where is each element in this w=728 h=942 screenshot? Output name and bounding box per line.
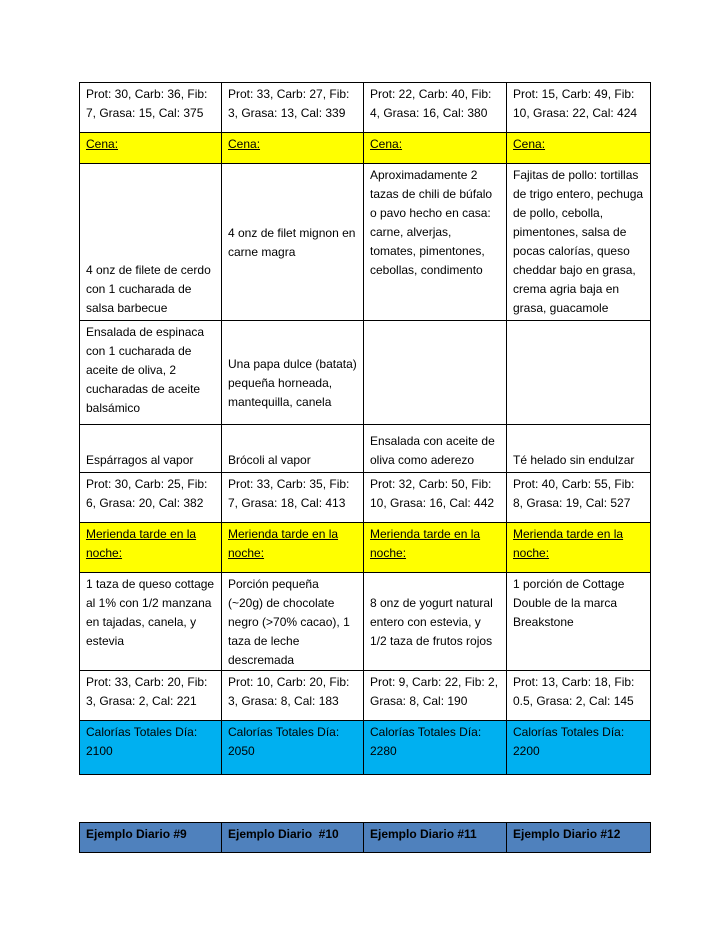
- merienda-label: Merienda tarde en la noche:: [507, 523, 651, 573]
- total-calories: Calorías Totales Día: 2100: [80, 721, 222, 775]
- example-header: Ejemplo Diario #10: [222, 823, 364, 853]
- total-calories: Calorías Totales Día: 2280: [364, 721, 507, 775]
- cena-main-dish: Fajitas de pollo: tortillas de trigo entero, pechuga de pollo, cebolla, pimentones, salsa de pocas calorías, queso cheddar bajo en grasa, crema agria baja en grasa, guacamole: [507, 164, 651, 321]
- total-calories: Calorías Totales Día: 2200: [507, 721, 651, 775]
- cena-main-dish: Aproximadamente 2 tazas de chili de búfalo o pavo hecho en casa: carne, alverjas, tomates, pimentones, cebollas, condimento: [364, 164, 507, 321]
- nutrition-cell: Prot: 15, Carb: 49, Fib: 10, Grasa: 22, Cal: 424: [507, 83, 651, 133]
- merienda-label: Merienda tarde en la noche:: [80, 523, 222, 573]
- nutrition-cell: Prot: 9, Carb: 22, Fib: 2, Grasa: 8, Cal: 190: [364, 671, 507, 721]
- merienda-item: Porción pequeña (~20g) de chocolate negro (>70% cacao), 1 taza de leche descremada: [222, 573, 364, 671]
- total-calories: Calorías Totales Día: 2050: [222, 721, 364, 775]
- cena-side-dish: Espárragos al vapor: [80, 425, 222, 473]
- nutrition-cell: Prot: 30, Carb: 25, Fib: 6, Grasa: 20, Cal: 382: [80, 473, 222, 523]
- nutrition-cell: Prot: 33, Carb: 35, Fib: 7, Grasa: 18, Cal: 413: [222, 473, 364, 523]
- cena-side-dish: Ensalada de espinaca con 1 cucharada de aceite de oliva, 2 cucharadas de aceite balsámico: [80, 321, 222, 425]
- cena-main-dish: 4 onz de filet mignon en carne magra: [222, 164, 364, 321]
- cena-label: Cena:: [507, 133, 651, 164]
- nutrition-cell: Prot: 40, Carb: 55, Fib: 8, Grasa: 19, Cal: 527: [507, 473, 651, 523]
- cena-label: Cena:: [80, 133, 222, 164]
- next-examples-table: [79, 822, 651, 853]
- merienda-item: 1 porción de Cottage Double de la marca Breakstone: [507, 573, 651, 671]
- merienda-item: 8 onz de yogurt natural entero con estevia, y 1/2 taza de frutos rojos: [364, 573, 507, 671]
- cena-side-dish: Brócoli al vapor: [222, 425, 364, 473]
- table-row-cena-label: [80, 133, 651, 164]
- merienda-label: Merienda tarde en la noche:: [364, 523, 507, 573]
- cena-side-dish: Té helado sin endulzar: [507, 425, 651, 473]
- nutrition-cell: Prot: 33, Carb: 27, Fib: 3, Grasa: 13, Cal: 339: [222, 83, 364, 133]
- table-row-cena-side-2: [80, 425, 651, 473]
- merienda-item: 1 taza de queso cottage al 1% con 1/2 manzana en tajadas, canela, y estevia: [80, 573, 222, 671]
- table-row-totals: [80, 721, 651, 775]
- nutrition-cell: Prot: 32, Carb: 50, Fib: 10, Grasa: 16, Cal: 442: [364, 473, 507, 523]
- table-row-nutrition-top: [80, 83, 651, 133]
- table-header-row: [80, 823, 651, 853]
- nutrition-cell: Prot: 13, Carb: 18, Fib: 0.5, Grasa: 2, Cal: 145: [507, 671, 651, 721]
- table-row-nutrition-merienda: [80, 671, 651, 721]
- cena-main-dish: 4 onz de filete de cerdo con 1 cucharada de salsa barbecue: [80, 164, 222, 321]
- nutrition-cell: Prot: 30, Carb: 36, Fib: 7, Grasa: 15, Cal: 375: [80, 83, 222, 133]
- cena-side-dish: Ensalada con aceite de oliva como aderezo: [364, 425, 507, 473]
- cena-side-dish: Una papa dulce (batata) pequeña horneada, mantequilla, canela: [222, 321, 364, 425]
- nutrition-cell: Prot: 33, Carb: 20, Fib: 3, Grasa: 2, Cal: 221: [80, 671, 222, 721]
- table-row-cena-main: [80, 164, 651, 321]
- cena-side-dish: [364, 321, 507, 425]
- cena-label: Cena:: [222, 133, 364, 164]
- table-row-cena-side-1: [80, 321, 651, 425]
- example-header: Ejemplo Diario #11: [364, 823, 507, 853]
- meal-plan-table: [79, 82, 651, 775]
- example-header: Ejemplo Diario #12: [507, 823, 651, 853]
- nutrition-cell: Prot: 10, Carb: 20, Fib: 3, Grasa: 8, Cal: 183: [222, 671, 364, 721]
- cena-side-dish: [507, 321, 651, 425]
- table-row-nutrition-cena: [80, 473, 651, 523]
- cena-label: Cena:: [364, 133, 507, 164]
- table-row-merienda: [80, 573, 651, 671]
- nutrition-cell: Prot: 22, Carb: 40, Fib: 4, Grasa: 16, Cal: 380: [364, 83, 507, 133]
- table-row-merienda-label: [80, 523, 651, 573]
- example-header: Ejemplo Diario #9: [80, 823, 222, 853]
- merienda-label: Merienda tarde en la noche:: [222, 523, 364, 573]
